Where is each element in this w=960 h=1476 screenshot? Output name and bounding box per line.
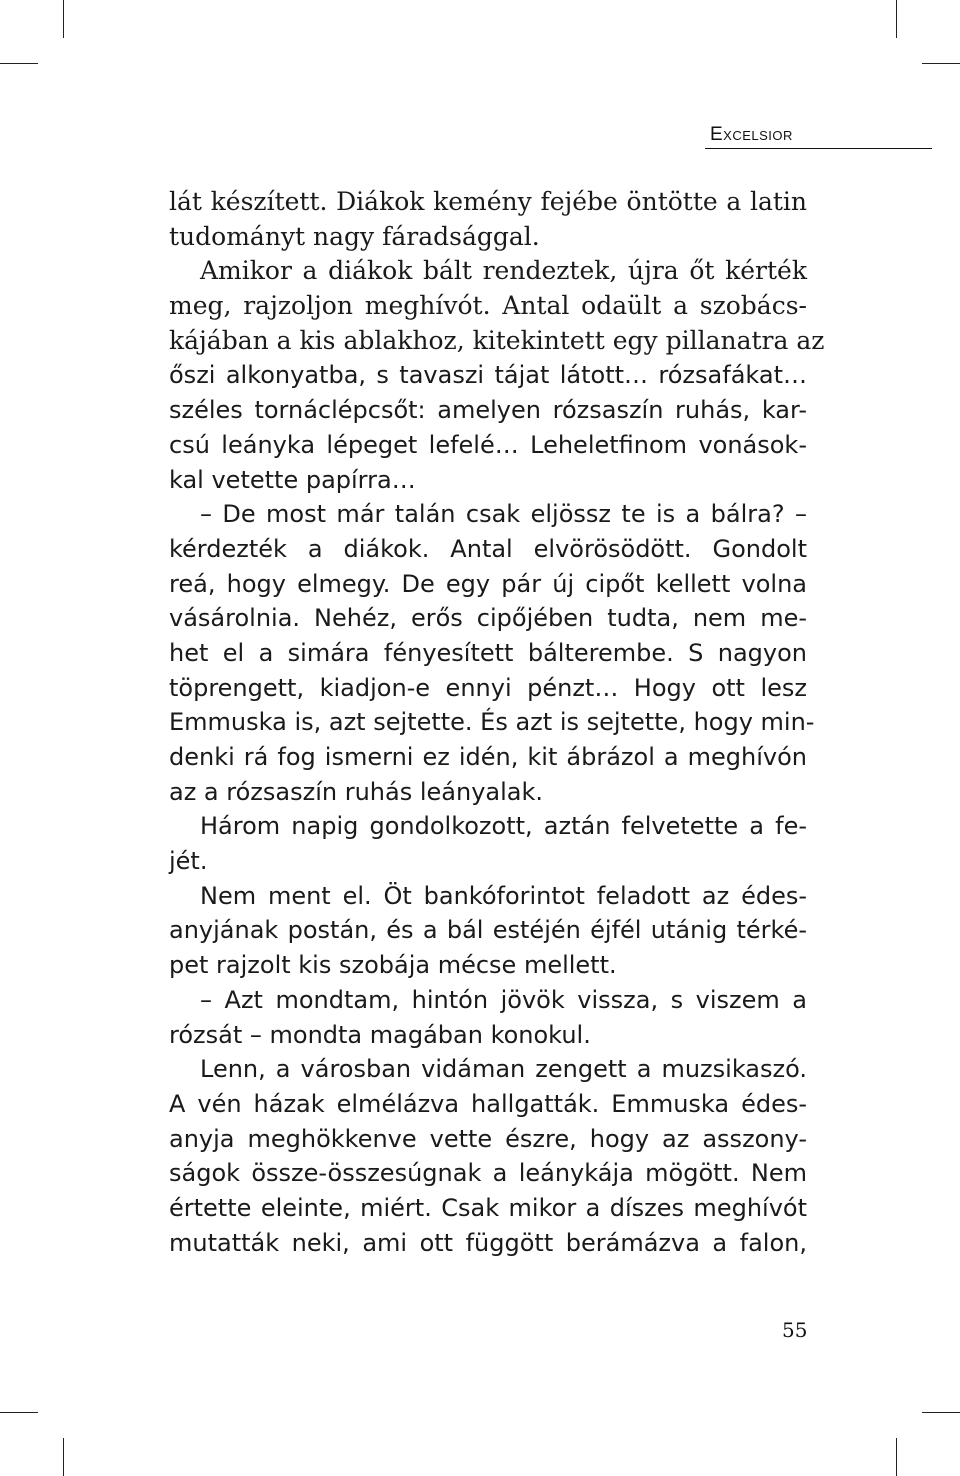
crop-mark-bottom-left	[63, 1438, 64, 1476]
running-head-rule	[705, 148, 932, 149]
text-line: Emmuska is, azt sejtette. És azt is sejtette, hogy min-	[169, 708, 815, 737]
text-line: jét.	[169, 847, 208, 876]
crop-mark-top-left-h	[0, 63, 38, 64]
text-line: het el a simára fényesített bálterembe. S nagyon	[169, 638, 807, 667]
text-line: meg, rajzoljon meghívót. Antal odaült a szobács-	[169, 291, 807, 321]
text-line: csú leányka lépeget lefelé… Leheletfinom vonások-	[169, 430, 807, 459]
text-line: őszi alkonyatba, s tavaszi tájat látott… rózsafákat…	[169, 361, 807, 390]
text-line: ságok össze-összesúgnak a leánykája mögött. Nem	[169, 1159, 807, 1188]
text-line: – Azt mondtam, hintón jövök vissza, s viszem a	[200, 985, 807, 1014]
text-line: vásárolnia. Nehéz, erős cipőjében tudta, nem me-	[169, 604, 807, 633]
page-number: 55	[782, 1318, 808, 1342]
text-line: reá, hogy elmegy. De egy pár új cipőt kellett volna	[169, 569, 807, 598]
crop-mark-bottom-left-h	[0, 1412, 38, 1413]
text-line: anyjának postán, és a bál estéjén éjfél utánig térké-	[169, 916, 807, 945]
text-line: Nem ment el. Öt bankóforintot feladott az édes-	[200, 881, 807, 910]
crop-mark-bottom-right-h	[922, 1412, 960, 1413]
text-line: denki rá fog ismerni ez idén, kit ábrázol a meghívón	[169, 743, 807, 771]
crop-mark-top-right	[896, 0, 897, 38]
text-line: A vén házak elmélázva hallgatták. Emmuska édes-	[169, 1089, 807, 1118]
crop-mark-top-right-h	[922, 63, 960, 64]
text-line: töprengett, kiadjon-e ennyi pénzt… Hogy ott lesz	[169, 673, 807, 702]
text-line: tudományt nagy fáradsággal.	[169, 221, 540, 251]
running-head: Excelsior	[710, 124, 793, 145]
text-line: mutatták neki, ami ott függött berámázva a falon,	[169, 1228, 807, 1257]
text-line: – De most már talán csak eljössz te is a bálra? –	[200, 500, 807, 529]
text-line: az a rózsaszín ruhás leányalak.	[169, 777, 544, 806]
crop-mark-bottom-right	[896, 1438, 897, 1476]
text-line: értette eleinte, miért. Csak mikor a díszes meghívót	[169, 1193, 807, 1222]
text-line: Három napig gondolkozott, aztán felvetette a fe-	[200, 812, 807, 841]
text-line: kérdezték a diákok. Antal elvörösödött. Gondolt	[169, 534, 807, 563]
text-line: Amikor a diákok bált rendeztek, újra őt kérték	[200, 256, 807, 286]
text-line: Lenn, a városban vidáman zengett a muzsikaszó.	[200, 1055, 807, 1084]
text-line: pet rajzolt kis szobája mécse mellett.	[169, 951, 617, 980]
crop-mark-top-left	[63, 0, 64, 38]
text-line: széles tornáclépcsőt: amelyen rózsaszín ruhás, kar-	[169, 396, 807, 425]
body-text	[169, 185, 825, 1260]
text-line: anyja meghökkenve vette észre, hogy az asszony-	[169, 1124, 807, 1153]
text-line: lát készített. Diákok kemény fejébe öntötte a latin	[169, 187, 807, 216]
text-line: rózsát – mondta magában konokul.	[169, 1020, 591, 1049]
text-line: kájában a kis ablakhoz, kitekintett egy pillanatra az	[169, 325, 825, 355]
text-line: kal vetette papírra…	[169, 465, 416, 494]
